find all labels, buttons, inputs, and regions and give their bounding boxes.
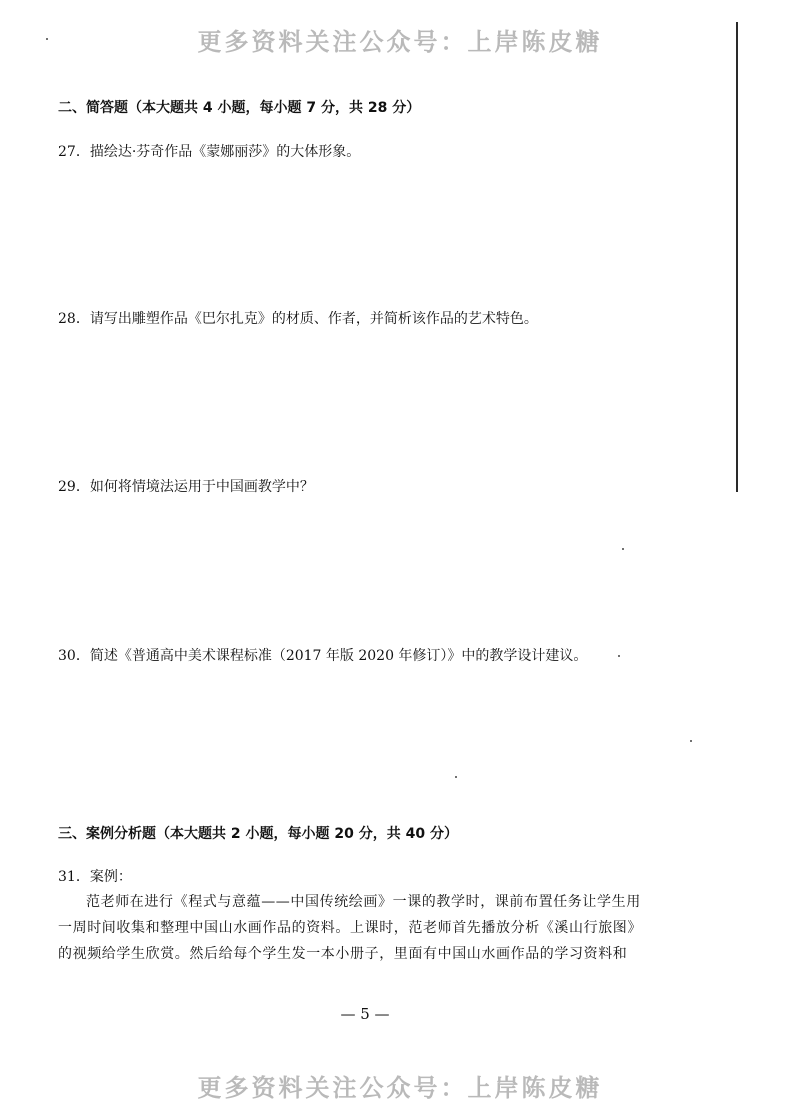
scan-speck	[455, 776, 457, 778]
scan-speck	[622, 548, 624, 550]
scan-speck	[618, 655, 620, 657]
watermark-top: 更多资料关注公众号：上岸陈皮糖	[197, 28, 603, 56]
scan-speck	[690, 740, 692, 742]
scan-speck	[46, 38, 48, 40]
case-text-line: 范老师在进行《程式与意蕴——中国传统绘画》一课的教学时，课前布置任务让学生用	[86, 894, 641, 910]
case-text-line: 的视频给学生欣赏。然后给每个学生发一本小册子，里面有中国山水画作品的学习资料和	[58, 946, 628, 962]
watermark-bottom: 更多资料关注公众号：上岸陈皮糖	[197, 1074, 603, 1102]
page-edge-rule	[736, 22, 738, 492]
section-heading-case-analysis: 三、案例分析题（本大题共 2 小题，每小题 20 分，共 40 分）	[58, 826, 458, 842]
section-heading-short-answer: 二、简答题（本大题共 4 小题，每小题 7 分，共 28 分）	[58, 100, 421, 116]
question-27: 27．描绘达·芬奇作品《蒙娜丽莎》的大体形象。	[58, 144, 361, 160]
question-31-label: 31．案例：	[58, 869, 132, 885]
case-text-line: 一周时间收集和整理中国山水画作品的资料。上课时，范老师首先播放分析《溪山行旅图》	[58, 920, 642, 936]
question-30: 30．简述《普通高中美术课程标准（2017 年版 2020 年修订）》中的教学设计建议。	[58, 648, 588, 664]
question-28: 28．请写出雕塑作品《巴尔扎克》的材质、作者，并简析该作品的艺术特色。	[58, 311, 538, 327]
question-29: 29．如何将情境法运用于中国画教学中？	[58, 479, 314, 495]
page-number: — 5 —	[340, 1005, 390, 1023]
